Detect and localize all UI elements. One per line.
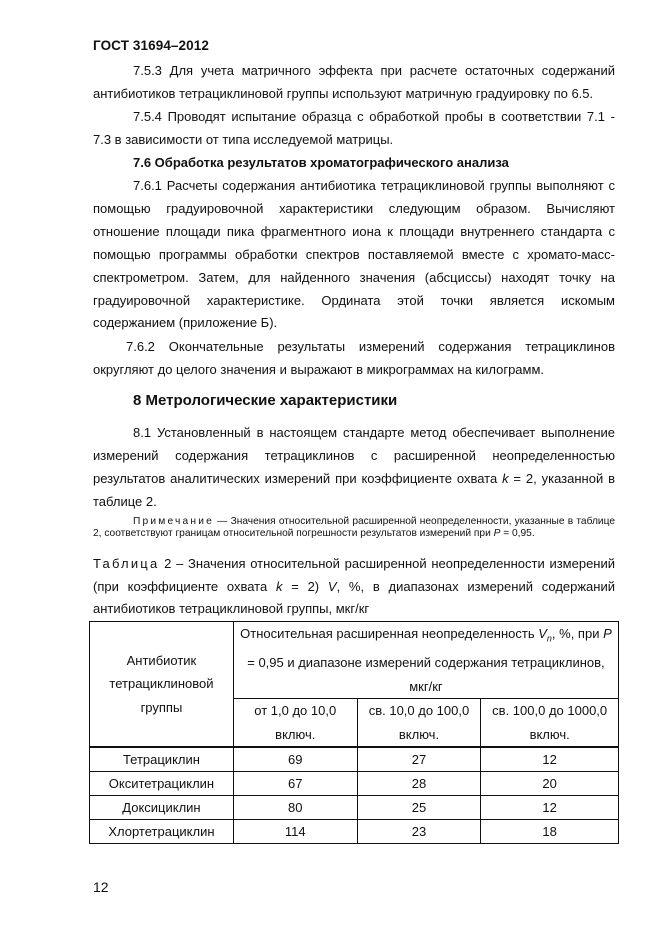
value-cell: 80: [233, 796, 357, 820]
antibiotic-name: Доксициклин: [90, 796, 234, 820]
antibiotic-name: Окситетрациклин: [90, 772, 234, 796]
table-row: [90, 772, 619, 796]
paragraph-8-1-part2: = 2, указанной в таблице 2.: [93, 470, 615, 509]
paragraph-7-5-4: [93, 106, 615, 152]
note-tail: = 0,95.: [500, 527, 535, 539]
value-cell: 20: [481, 772, 619, 796]
paragraph-7-6-2: [93, 336, 615, 382]
group-header-part3: = 0,95 и диапазоне измерений содержания тетрациклинов, мкг/кг: [247, 655, 605, 694]
table-caption-label: Таблица: [93, 556, 160, 571]
coverage-factor-symbol: k: [502, 470, 509, 486]
note-label: Примечание: [133, 516, 214, 527]
group-header-part1: Относительная расширенная неопределенность: [240, 626, 539, 641]
range-header-2: св. 10,0 до 100,0 включ.: [357, 699, 481, 748]
section-heading-8: 8 Метрологические характеристики: [133, 392, 398, 409]
paragraph-8-1: [93, 422, 615, 514]
table-row: [90, 747, 619, 772]
paragraph-7-5-4-text: 7.5.4 Проводят испытание образца с обработкой пробы в соответствии 7.1 - 7.3 в зависимости от типа исследуемой матрицы.: [93, 109, 615, 147]
column-group-header: [233, 622, 618, 699]
probability-symbol: P: [493, 527, 501, 539]
uncertainty-table: [89, 621, 619, 844]
value-cell: 28: [357, 772, 481, 796]
antibiotic-name: Хлортетрациклин: [90, 820, 234, 844]
table-caption-part2: = 2): [282, 578, 328, 594]
note-text: — Значения относительной расширенной неопределенности, указанные в таблице 2, соответствуют границам относительной погрешности результатов измерений при: [93, 516, 615, 539]
paragraph-7-6-1-text: 7.6.1 Расчеты содержания антибиотика тетрациклиновой группы выполняют с помощью градуировочной характеристики следующим образом. Вычисляют отношение площади пика фрагментного иона к площади внутреннего стандарта с помощью программы обработки спектров поставляемой вместе с хромато-масс-спектрометром. Затем, для найденного значения (абсцисcы) находят точку на градуировочной характеристике. Ордината этой точки является искомым содержанием (приложение Б).: [93, 178, 615, 331]
value-cell: 25: [357, 796, 481, 820]
column-header-antibiotic: Антибиотик тетрациклиновой группы: [90, 622, 234, 748]
group-header-sub: n: [546, 633, 552, 644]
paragraph-7-5-3-text: 7.5.3 Для учета матричного эффекта при расчете остаточных содержаний антибиотиков тетрациклиновой группы используют матричную градуировку по 6.5.: [93, 63, 615, 101]
paragraph-8-1-part1: 8.1 Установленный в настоящем стандарте метод обеспечивает выполнение измерений содержания тетрациклинов с расширенной неопределенностью результатов аналитических измерений при коэффициенте охвата: [93, 425, 615, 486]
value-cell: 114: [233, 820, 357, 844]
value-cell: 67: [233, 772, 357, 796]
value-cell: 12: [481, 796, 619, 820]
range-header-3: св. 100,0 до 1000,0 включ.: [481, 699, 619, 748]
table-row: [90, 820, 619, 844]
section-heading-7-6: 7.6 Обработка результатов хроматографического анализа: [133, 155, 509, 170]
value-cell: 18: [481, 820, 619, 844]
group-header-part2: , %, при: [551, 626, 604, 641]
table-row: [90, 796, 619, 820]
value-cell: 27: [357, 747, 481, 772]
table-caption-k: k: [275, 578, 283, 594]
note-block: [93, 516, 615, 539]
table-caption-part3: , %, в диапазонах измерений содержаний антибиотиков тетрациклиновой группы, мкг/кг: [93, 578, 615, 616]
antibiotic-name: Тетрациклин: [90, 747, 234, 772]
paragraph-7-5-3: [93, 60, 615, 106]
group-header-p: P: [603, 626, 612, 641]
paragraph-7-6-1: [93, 175, 615, 335]
table-caption: [93, 553, 615, 621]
value-cell: 23: [357, 820, 481, 844]
value-cell: 12: [481, 747, 619, 772]
range-header-1: от 1,0 до 10,0 включ.: [233, 699, 357, 748]
paragraph-7-6-2-text: 7.6.2 Окончательные результаты измерений содержания тетрациклинов округляют до целого значения и выражают в микрограммах на килограмм.: [93, 339, 615, 377]
value-cell: 69: [233, 747, 357, 772]
document-header: ГОСТ 31694–2012: [93, 38, 209, 53]
table-caption-part1: 2 – Значения относительной расширенной неопределенности измерений (при коэффициенте охвата: [93, 556, 615, 594]
table-caption-v: V: [327, 578, 337, 594]
page-number: 12: [93, 879, 109, 895]
group-header-v: V: [538, 626, 547, 641]
